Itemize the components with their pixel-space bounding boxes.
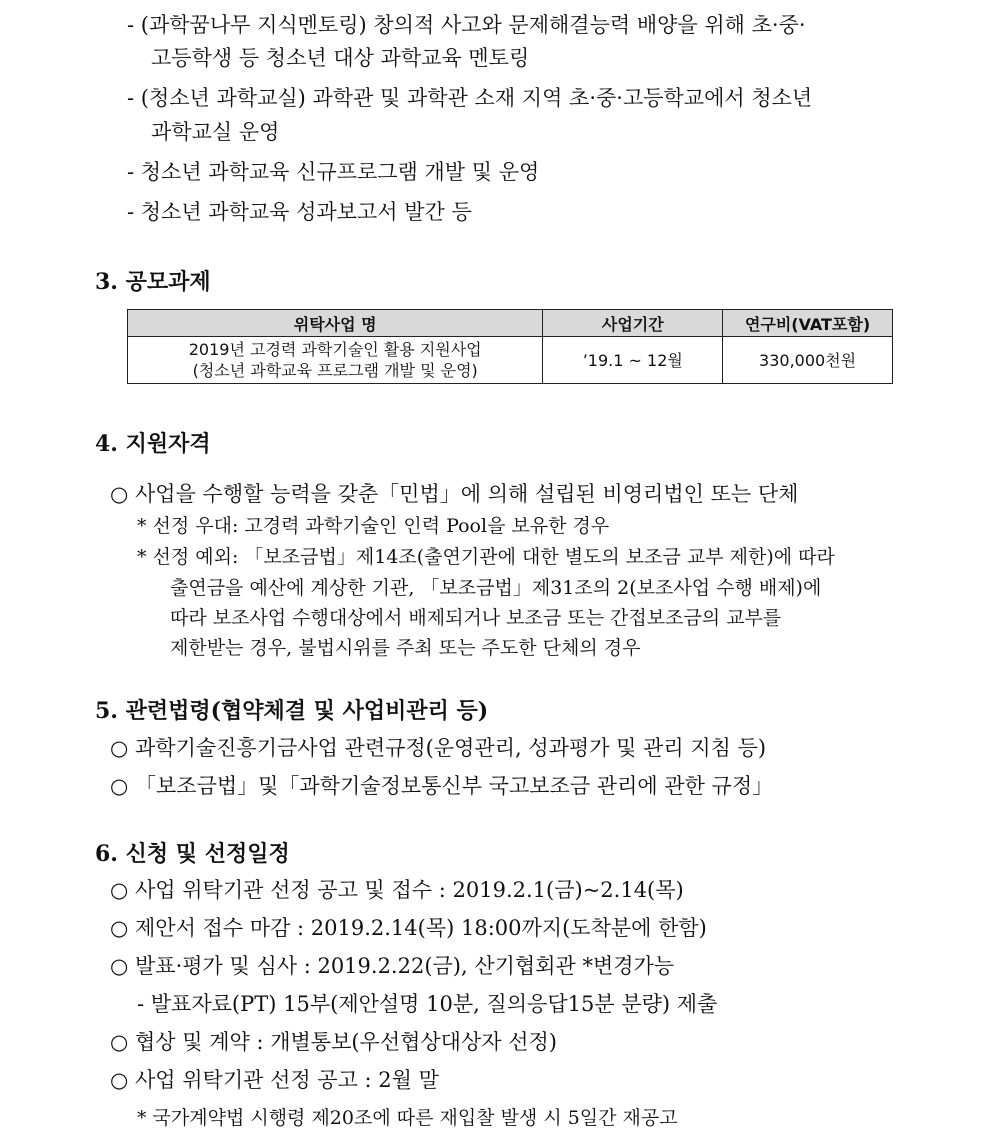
eligibility-note-exclusion-cont3: 제한받는 경우, 불법시위를 주최 또는 주도한 단체의 경우 [170,637,641,659]
schedule-item: ○ 발표·평가 및 심사 : 2019.2.22(금), 산기협회관 *변경가능 [110,954,675,978]
eligibility-note-preferred: * 선정 우대: 고경력 과학기술인 인력 Pool을 보유한 경우 [137,515,610,537]
intro-item-mentoring-cont: 고등학생 등 청소년 대상 과학교육 멘토링 [151,46,530,70]
project-name-line2: (청소년 과학교육 프로그램 개발 및 운영) [192,361,478,380]
eligibility-note-exclusion-cont1: 출연금을 예산에 계상한 기관, 「보조금법」제31조의 2(보조사업 수행 배제)에 [170,577,822,599]
project-name-line1: 2019년 고경력 과학기술인 활용 지원사업 [188,340,482,359]
intro-item-report: - 청소년 과학교육 성과보고서 발간 등 [127,200,472,224]
intro-item-science-class-cont: 과학교실 운영 [151,120,280,144]
table-header-budget: 연구비(VAT포함) [723,310,893,337]
eligibility-main: ○ 사업을 수행할 능력을 갖춘「민법」에 의해 설립된 비영리법인 또는 단체 [110,482,799,506]
section5-heading: 5. 관련법령(협약체결 및 사업비관리 등) [95,698,489,724]
intro-item-new-program: - 청소년 과학교육 신규프로그램 개발 및 운영 [127,160,540,184]
schedule-item: ○ 협상 및 계약 : 개별통보(우선협상대상자 선정) [110,1030,557,1054]
schedule-item: ○ 사업 위탁기관 선정 공고 및 접수 : 2019.2.1(금)~2.14(목) [110,878,684,902]
section3-heading: 3. 공모과제 [95,269,211,295]
eligibility-note-exclusion-cont2: 따라 보조사업 수행대상에서 배제되거나 보조금 또는 간접보조금의 교부를 [170,607,782,629]
schedule-item: ○ 사업 위탁기관 선정 공고 : 2월 말 [110,1068,439,1092]
intro-item-science-class: - (청소년 과학교실) 과학관 및 과학관 소재 지역 초·중·고등학교에서 청소년 [127,86,813,110]
table-row [128,337,893,384]
schedule-note: * 국가계약법 시행령 제20조에 따른 재입찰 발생 시 5일간 재공고 [137,1107,678,1129]
regulation-item: ○ 「보조금법」및「과학기술정보통신부 국고보조금 관리에 관한 규정」 [110,774,774,798]
table-cell-period: ’19.1 ~ 12월 [543,337,723,384]
table-cell-name [128,337,543,384]
section4-heading: 4. 지원자격 [95,431,211,457]
section6-heading: 6. 신청 및 선정일정 [95,841,290,867]
eligibility-note-exclusion: * 선정 예외: 「보조금법」제14조(출연기관에 대한 별도의 보조금 교부 제한)에 따라 [137,546,835,568]
schedule-item: ○ 제안서 접수 마감 : 2019.2.14(목) 18:00까지(도착분에 한함) [110,916,707,940]
table-header-period: 사업기간 [543,310,723,337]
intro-item-mentoring: - (과학꿈나무 지식멘토링) 창의적 사고와 문제해결능력 배양을 위해 초·중· [127,13,806,37]
schedule-subitem: - 발표자료(PT) 15부(제안설명 10분, 질의응답15분 분량) 제출 [137,992,718,1016]
table-header-row [128,310,893,337]
regulation-item: ○ 과학기술진흥기금사업 관련규정(운영관리, 성과평가 및 관리 지침 등) [110,736,767,760]
tasks-table [127,309,893,384]
table-cell-budget: 330,000천원 [723,337,893,384]
table-header-name: 위탁사업 명 [128,310,543,337]
